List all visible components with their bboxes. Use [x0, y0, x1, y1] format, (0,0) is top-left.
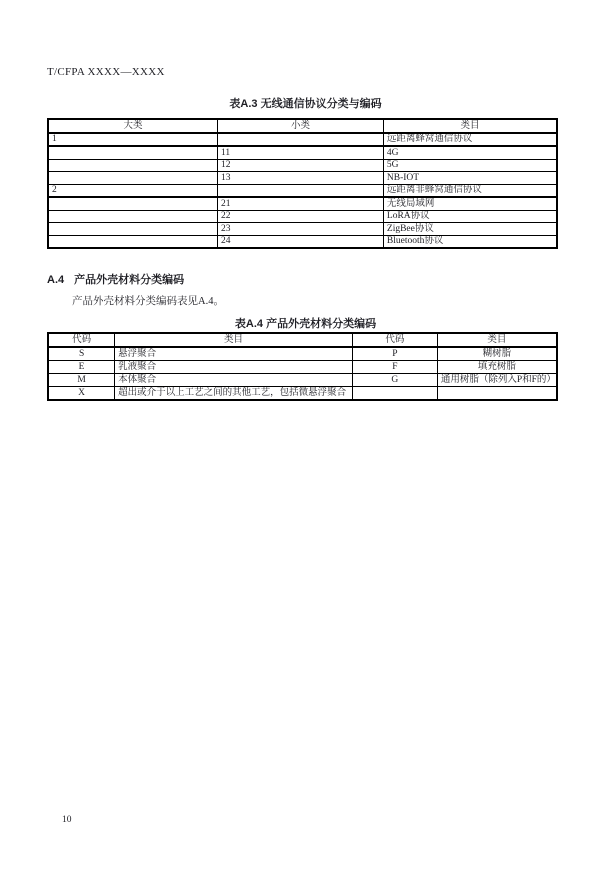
- table-cell-major: [48, 197, 217, 210]
- table-cell-category: Bluetooth协议: [383, 235, 557, 248]
- table-cell-minor: 24: [217, 235, 383, 248]
- table-cell-category: ZigBee协议: [383, 223, 557, 236]
- table-cell-minor: 12: [217, 159, 383, 172]
- table-a3-title: 表A.3 无线通信协议分类与编码: [229, 98, 382, 110]
- table-a3: [47, 118, 558, 249]
- table-cell-major: [48, 146, 217, 159]
- table-row: [48, 387, 557, 401]
- table-cell-code: P: [352, 347, 437, 361]
- table-cell-major: [48, 223, 217, 236]
- section-a4-paragraph: 产品外壳材料分类编码表见A.4。: [72, 296, 224, 307]
- table-row: [48, 210, 557, 223]
- table-cell-category: LoRA协议: [383, 210, 557, 223]
- table-cell-category: NB-IOT: [383, 172, 557, 185]
- section-a4-title-text: 产品外壳材料分类编码: [74, 274, 185, 286]
- table-cell-major: 1: [48, 133, 217, 147]
- table-a4-header-cell: 类目: [115, 333, 353, 347]
- table-cell-category: 远距离蜂窝通信协议: [383, 133, 557, 147]
- table-cell-category: 糊树脂: [437, 347, 557, 361]
- table-row: [48, 361, 557, 374]
- page-number: 10: [62, 815, 72, 825]
- table-row: [48, 172, 557, 185]
- table-row: [48, 235, 557, 248]
- table-cell-minor: 23: [217, 223, 383, 236]
- table-row: [48, 223, 557, 236]
- table-cell-major: [48, 235, 217, 248]
- table-cell-minor: [217, 133, 383, 147]
- table-cell-major: [48, 210, 217, 223]
- table-cell-category: 无线局域网: [383, 197, 557, 210]
- table-a3-header-cell: 大类: [48, 119, 217, 133]
- table-cell-code: S: [48, 347, 115, 361]
- table-a4: [47, 332, 558, 401]
- table-row: [48, 374, 557, 387]
- table-cell-minor: 22: [217, 210, 383, 223]
- table-cell-code: [352, 387, 437, 401]
- table-cell-major: [48, 159, 217, 172]
- table-cell-category: 超出或介于以上工艺之间的其他工艺，包括微悬浮聚合: [115, 387, 353, 401]
- table-cell-minor: 13: [217, 172, 383, 185]
- table-cell-code: F: [352, 361, 437, 374]
- running-header: T/CFPA XXXX—XXXX: [47, 66, 165, 78]
- table-cell-code: X: [48, 387, 115, 401]
- table-cell-minor: 21: [217, 197, 383, 210]
- table-cell-major: [48, 172, 217, 185]
- table-cell-category: 5G: [383, 159, 557, 172]
- table-row: [48, 159, 557, 172]
- table-a3-header-cell: 类目: [383, 119, 557, 133]
- table-cell-category: 填充树脂: [437, 361, 557, 374]
- table-a4-title: 表A.4 产品外壳材料分类编码: [234, 318, 377, 330]
- table-cell-category: 本体聚合: [115, 374, 353, 387]
- table-cell-category: 远距离非蜂窝通信协议: [383, 184, 557, 197]
- table-cell-code: E: [48, 361, 115, 374]
- table-a4-header-cell: 代码: [352, 333, 437, 347]
- table-row: [48, 197, 557, 210]
- table-cell-category: 通用树脂（除列入P和F的）: [437, 374, 557, 387]
- table-cell-major: 2: [48, 184, 217, 197]
- table-a4-header-row: [48, 333, 557, 347]
- table-a3-header-row: [48, 119, 557, 133]
- table-row: [48, 347, 557, 361]
- table-cell-category: 悬浮聚合: [115, 347, 353, 361]
- table-cell-minor: [217, 184, 383, 197]
- table-row: [48, 146, 557, 159]
- table-a3-header-cell: 小类: [217, 119, 383, 133]
- table-row: [48, 133, 557, 147]
- table-row: [48, 184, 557, 197]
- table-cell-category: 乳液聚合: [115, 361, 353, 374]
- section-a4-number: A.4: [47, 274, 65, 286]
- table-cell-category: [437, 387, 557, 401]
- table-cell-code: M: [48, 374, 115, 387]
- section-a4-heading: [47, 271, 184, 287]
- table-a4-header-cell: 代码: [48, 333, 115, 347]
- table-a4-header-cell: 类目: [437, 333, 557, 347]
- table-cell-category: 4G: [383, 146, 557, 159]
- table-cell-minor: 11: [217, 146, 383, 159]
- table-cell-code: G: [352, 374, 437, 387]
